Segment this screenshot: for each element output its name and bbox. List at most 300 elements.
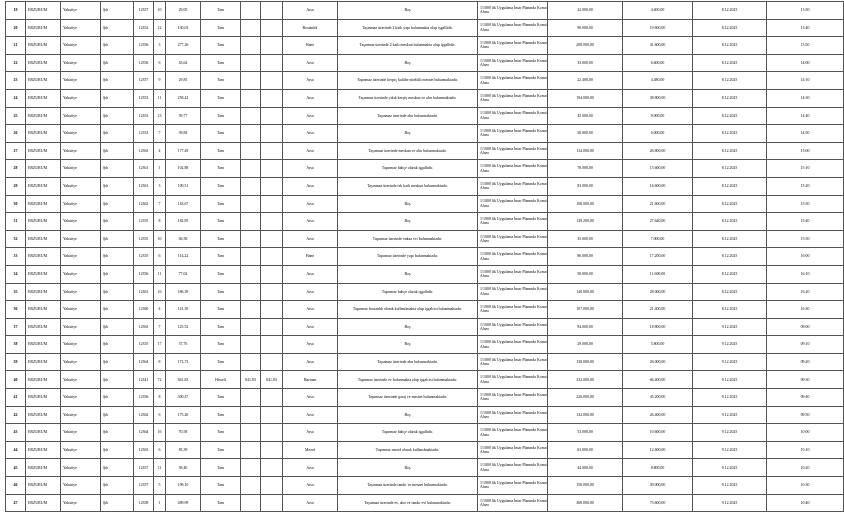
cell-description: Taşınmaz bahçe olarak işgallidir. [338, 424, 478, 442]
cell-date: 8.12.2025 [693, 177, 767, 195]
cell-deposit: 6.600,00 [623, 54, 693, 72]
cell-block: 12355 [134, 213, 154, 231]
cell-district: Yakutiye [61, 230, 101, 248]
cell-block: 12353 [134, 107, 154, 125]
table-row [6, 494, 844, 512]
cell-parcel: 11 [154, 265, 166, 283]
cell-deposit: 21.600,00 [623, 195, 693, 213]
cell-deposit: 26.400,00 [623, 406, 693, 424]
cell-neighborhood: Şıh [101, 230, 134, 248]
table-row [6, 441, 844, 459]
cell-zoning: 1/1000 lik Uygulama İmar Planında Konut Alanı [478, 213, 548, 231]
row-number: 32 [6, 230, 26, 248]
cell-block: 12355 [134, 230, 154, 248]
cell-deposit: 66.400,00 [623, 371, 693, 389]
cell-district: Yakutiye [61, 125, 101, 143]
cell-date: 8.12.2025 [693, 230, 767, 248]
cell-share-2 [261, 142, 283, 160]
cell-time: 10:00 [767, 424, 844, 442]
cell-block: 12357 [134, 72, 154, 90]
row-number: 23 [6, 72, 26, 90]
cell-description: Boş [338, 318, 478, 336]
cell-share-2 [261, 318, 283, 336]
cell-block: 12353 [134, 89, 154, 107]
cell-zoning: 1/1000 lik Uygulama İmar Planında Konut Alanı [478, 406, 548, 424]
cell-block: 12356 [134, 37, 154, 55]
cell-share-2 [261, 195, 283, 213]
cell-province: ERZURUM [26, 371, 61, 389]
row-number: 20 [6, 19, 26, 37]
cell-time: 14:10 [767, 72, 844, 90]
cell-time: 14:30 [767, 89, 844, 107]
cell-neighborhood: Şıh [101, 37, 134, 55]
cell-parcel: 16 [154, 283, 166, 301]
cell-description: Taşınmaz üzerinde garaj ve mesnet bulunmaktadır. [338, 389, 478, 407]
cell-parcel: 3 [154, 177, 166, 195]
cell-share-1 [241, 2, 261, 20]
cell-land-type: Arsa [283, 477, 338, 495]
cell-district: Yakutiye [61, 2, 101, 20]
cell-neighborhood: Şıh [101, 177, 134, 195]
cell-time: 13:40 [767, 19, 844, 37]
cell-zoning: 1/1000 lik Uygulama İmar Planında Konut Alanı [478, 248, 548, 266]
cell-land-type: Bostanlık [283, 19, 338, 37]
cell-description: Taşınmaz bostanlık olarak kullanılmakta olup işgalcisi bulunmaktadır. [338, 301, 478, 319]
cell-share-1 [241, 406, 261, 424]
row-number: 24 [6, 89, 26, 107]
cell-province: ERZURUM [26, 494, 61, 512]
cell-neighborhood: Şıh [101, 477, 134, 495]
cell-block: 12355 [134, 336, 154, 354]
cell-deposit: 8.800,00 [623, 459, 693, 477]
cell-area: 29,85 [166, 72, 201, 90]
cell-date: 9.12.2025 [693, 424, 767, 442]
cell-province: ERZURUM [26, 301, 61, 319]
table-row [6, 160, 844, 178]
cell-area: 489,99 [166, 494, 201, 512]
cell-province: ERZURUM [26, 283, 61, 301]
cell-area: 102,88 [166, 160, 201, 178]
cell-ownership: Tam [201, 142, 241, 160]
cell-parcel: 12 [154, 19, 166, 37]
cell-time: 10:40 [767, 494, 844, 512]
cell-province: ERZURUM [26, 2, 61, 20]
cell-zoning: 1/1000 lik Uygulama İmar Planında Konut Alanı [478, 230, 548, 248]
cell-block: 12361 [134, 177, 154, 195]
cell-description: Taşınmaz üzerinde 2 katlı yapı bulunmakta olup işgallidir. [338, 19, 478, 37]
cell-district: Yakutiye [61, 19, 101, 37]
cell-date: 8.12.2025 [693, 107, 767, 125]
cell-district: Yakutiye [61, 265, 101, 283]
table-row [6, 89, 844, 107]
cell-ownership: Tam [201, 213, 241, 231]
cell-ownership: Tam [201, 19, 241, 37]
cell-description: Boş [338, 2, 478, 20]
cell-zoning: 1/1000 lik Uygulama İmar Planında Konut Alanı [478, 441, 548, 459]
cell-province: ERZURUM [26, 54, 61, 72]
cell-neighborhood: Şıh [101, 406, 134, 424]
cell-date: 8.12.2025 [693, 125, 767, 143]
cell-share-2 [261, 230, 283, 248]
cell-date: 9.12.2025 [693, 441, 767, 459]
cell-description: Boş [338, 213, 478, 231]
cell-share-2 [261, 336, 283, 354]
cell-deposit: 41.600,00 [623, 37, 693, 55]
cell-district: Yakutiye [61, 477, 101, 495]
row-number: 45 [6, 459, 26, 477]
cell-ownership: Tam [201, 54, 241, 72]
cell-block: 12357 [134, 2, 154, 20]
cell-share-1 [241, 477, 261, 495]
cell-parcel: 13 [154, 107, 166, 125]
cell-share-2 [261, 213, 283, 231]
cell-parcel: 4 [154, 142, 166, 160]
cell-price: 45.000,00 [548, 107, 623, 125]
cell-district: Yakutiye [61, 213, 101, 231]
cell-description: Taşınmaz üzerinde ahır bulunmaktadır. [338, 107, 478, 125]
cell-area: 39,84 [166, 125, 201, 143]
cell-price: 368.000,00 [548, 494, 623, 512]
cell-share-1 [241, 107, 261, 125]
row-number: 47 [6, 494, 26, 512]
cell-deposit: 19.600,00 [623, 19, 693, 37]
table-row [6, 37, 844, 55]
cell-share-2 [261, 459, 283, 477]
cell-deposit: 4.480,00 [623, 72, 693, 90]
cell-date: 9.12.2025 [693, 459, 767, 477]
cell-description: Boş [338, 336, 478, 354]
cell-ownership: Tam [201, 406, 241, 424]
cell-date: 9.12.2025 [693, 406, 767, 424]
cell-ownership: Tam [201, 37, 241, 55]
cell-block: 12355 [134, 248, 154, 266]
cell-share-2 [261, 89, 283, 107]
cell-area: 186,39 [166, 283, 201, 301]
cell-description: Boş [338, 125, 478, 143]
cell-ownership: Tam [201, 265, 241, 283]
cell-block: 12352 [134, 19, 154, 37]
cell-price: 150.000,00 [548, 477, 623, 495]
cell-neighborhood: Şıh [101, 371, 134, 389]
cell-price: 86.000,00 [548, 248, 623, 266]
cell-neighborhood: Şıh [101, 353, 134, 371]
table-row [6, 177, 844, 195]
cell-deposit: 12.600,00 [623, 441, 693, 459]
cell-price: 83.000,00 [548, 177, 623, 195]
cell-zoning: 1/1000 lik Uygulama İmar Planında Konut Alanı [478, 160, 548, 178]
cell-zoning: 1/1000 lik Uygulama İmar Planında Konut Alanı [478, 107, 548, 125]
cell-date: 8.12.2025 [693, 19, 767, 37]
cell-price: 44.000,00 [548, 459, 623, 477]
cell-area: 300,47 [166, 389, 201, 407]
cell-price: 138.200,00 [548, 213, 623, 231]
cell-district: Yakutiye [61, 54, 101, 72]
cell-zoning: 1/1000 lik Uygulama İmar Planında Konut Alanı [478, 195, 548, 213]
table-row [6, 142, 844, 160]
cell-neighborhood: Şıh [101, 160, 134, 178]
cell-price: 332.000,00 [548, 371, 623, 389]
cell-parcel: 3 [154, 37, 166, 55]
cell-date: 8.12.2025 [693, 160, 767, 178]
cell-share-1 [241, 177, 261, 195]
cell-parcel: 10 [154, 230, 166, 248]
row-number: 26 [6, 125, 26, 143]
cell-neighborhood: Şıh [101, 248, 134, 266]
cell-description: Taşınmaz üzerinde yapı bulunmaktadır. [338, 248, 478, 266]
cell-land-type: Arsa [283, 54, 338, 72]
cell-land-type: Arsa [283, 424, 338, 442]
cell-description: Taşınmaz bahçe olarak işgallidir. [338, 283, 478, 301]
cell-zoning: 1/1000 lik Uygulama İmar Planında Konut Alanı [478, 19, 548, 37]
cell-price: 22.400,00 [548, 72, 623, 90]
cell-area: 70,58 [166, 424, 201, 442]
cell-time: 15:40 [767, 213, 844, 231]
cell-land-type: Arsa [283, 318, 338, 336]
cell-area: 29,05 [166, 2, 201, 20]
cell-price: 33.000,00 [548, 54, 623, 72]
cell-land-type: Arsa [283, 265, 338, 283]
table-row [6, 54, 844, 72]
cell-deposit: 6.000,00 [623, 125, 693, 143]
cell-time: 09:10 [767, 336, 844, 354]
cell-province: ERZURUM [26, 265, 61, 283]
cell-time: 13:50 [767, 2, 844, 20]
cell-date: 8.12.2025 [693, 89, 767, 107]
row-number: 21 [6, 37, 26, 55]
cell-district: Yakutiye [61, 389, 101, 407]
cell-ownership: Tam [201, 283, 241, 301]
cell-deposit: 26.800,00 [623, 142, 693, 160]
cell-price: 108.000,00 [548, 195, 623, 213]
cell-description: Taşınmaz üzerinde meskun ve ahır bulunmaktadır. [338, 142, 478, 160]
table-row [6, 195, 844, 213]
cell-neighborhood: Şıh [101, 459, 134, 477]
cell-zoning: 1/1000 lik Uygulama İmar Planında Konut Alanı [478, 459, 548, 477]
cell-description: Taşınmaz üzerinde ev, ahır ve tandır evi bulunmaktadır. [338, 494, 478, 512]
cell-area: 172,72 [166, 353, 201, 371]
table-row [6, 406, 844, 424]
cell-share-1 [241, 265, 261, 283]
row-number: 27 [6, 142, 26, 160]
cell-zoning: 1/1000 lik Uygulama İmar Planında Konut Alanı [478, 177, 548, 195]
cell-parcel: 7 [154, 195, 166, 213]
cell-time: 14:50 [767, 125, 844, 143]
cell-zoning: 1/1000 lik Uygulama İmar Planında Konut Alanı [478, 301, 548, 319]
cell-parcel: 4 [154, 301, 166, 319]
cell-province: ERZURUM [26, 125, 61, 143]
cell-parcel: 10 [154, 2, 166, 20]
cell-area: 841,83 [166, 371, 201, 389]
row-number: 43 [6, 424, 26, 442]
row-number: 38 [6, 336, 26, 354]
cell-area: 114,22 [166, 248, 201, 266]
cell-time: 15:20 [767, 177, 844, 195]
row-number: 39 [6, 353, 26, 371]
cell-ownership: Tam [201, 459, 241, 477]
cell-land-type: Arsa [283, 389, 338, 407]
cell-ownership: Tam [201, 177, 241, 195]
cell-ownership: Tam [201, 195, 241, 213]
cell-share-1 [241, 37, 261, 55]
table-row [6, 19, 844, 37]
cell-description: Boş [338, 406, 478, 424]
cell-district: Yakutiye [61, 301, 101, 319]
cell-zoning: 1/1000 lik Uygulama İmar Planında Konut Alanı [478, 54, 548, 72]
cell-neighborhood: Şıh [101, 2, 134, 20]
cell-land-type: Hane [283, 37, 338, 55]
cell-zoning: 1/1000 lik Uygulama İmar Planında Konut Alanı [478, 318, 548, 336]
cell-neighborhood: Şıh [101, 19, 134, 37]
cell-deposit: 15.600,00 [623, 160, 693, 178]
cell-district: Yakutiye [61, 89, 101, 107]
cell-land-type: Hane [283, 248, 338, 266]
cell-price: 140.000,00 [548, 283, 623, 301]
table-row [6, 248, 844, 266]
cell-land-type: Arsa [283, 283, 338, 301]
cell-description: Taşınmaz mezrâ olarak kullanılmaktadır. [338, 441, 478, 459]
cell-share-2 [261, 248, 283, 266]
cell-time: 10:20 [767, 459, 844, 477]
cell-block: 12358 [134, 494, 154, 512]
cell-neighborhood: Şıh [101, 72, 134, 90]
cell-price: 35.000,00 [548, 230, 623, 248]
cell-ownership: Tam [201, 2, 241, 20]
cell-description: Taşınmaz üzerinde tek katlı meskun bulunmaktadır. [338, 177, 478, 195]
cell-district: Yakutiye [61, 318, 101, 336]
row-number: 44 [6, 441, 26, 459]
table-row [6, 213, 844, 231]
cell-price: 22.000,00 [548, 2, 623, 20]
cell-neighborhood: Şıh [101, 389, 134, 407]
cell-date: 8.12.2025 [693, 248, 767, 266]
cell-land-type: Harman [283, 371, 338, 389]
cell-land-type: Arsa [283, 125, 338, 143]
cell-price: 107.000,00 [548, 301, 623, 319]
cell-neighborhood: Şıh [101, 441, 134, 459]
cell-price: 29.000,00 [548, 336, 623, 354]
table-row [6, 459, 844, 477]
cell-province: ERZURUM [26, 195, 61, 213]
cell-area: 83,39 [166, 441, 201, 459]
cell-land-type: Arsa [283, 89, 338, 107]
cell-time: 16:20 [767, 283, 844, 301]
cell-zoning: 1/1000 lik Uygulama İmar Planında Konut Alanı [478, 283, 548, 301]
cell-land-type: Arsa [283, 213, 338, 231]
cell-area: 141,39 [166, 301, 201, 319]
cell-ownership: Tam [201, 336, 241, 354]
cell-price: 30.000,00 [548, 125, 623, 143]
cell-district: Yakutiye [61, 494, 101, 512]
cell-share-1 [241, 142, 261, 160]
cell-area: 109,51 [166, 177, 201, 195]
cell-neighborhood: Şıh [101, 301, 134, 319]
row-number: 36 [6, 301, 26, 319]
cell-province: ERZURUM [26, 336, 61, 354]
cell-date: 8.12.2025 [693, 301, 767, 319]
cell-deposit: 17.200,00 [623, 248, 693, 266]
cell-date: 8.12.2025 [693, 2, 767, 20]
cell-block: 12361 [134, 283, 154, 301]
cell-area: 199,10 [166, 477, 201, 495]
cell-share-1 [241, 459, 261, 477]
cell-area: 175,26 [166, 406, 201, 424]
cell-district: Yakutiye [61, 353, 101, 371]
cell-area: 59,77 [166, 107, 201, 125]
cell-area: 277,26 [166, 37, 201, 55]
cell-date: 9.12.2025 [693, 353, 767, 371]
cell-date: 9.12.2025 [693, 494, 767, 512]
cell-deposit: 9.000,00 [623, 107, 693, 125]
cell-price: 194.000,00 [548, 89, 623, 107]
cell-zoning: 1/1000 lik Uygulama İmar Planında Konut Alanı [478, 142, 548, 160]
cell-date: 9.12.2025 [693, 318, 767, 336]
cell-parcel: 8 [154, 213, 166, 231]
cell-ownership: Tam [201, 125, 241, 143]
cell-share-2 [261, 301, 283, 319]
cell-neighborhood: Şıh [101, 107, 134, 125]
cell-district: Yakutiye [61, 248, 101, 266]
cell-block: 12364 [134, 353, 154, 371]
cell-share-1 [241, 19, 261, 37]
cell-block: 12356 [134, 54, 154, 72]
cell-deposit: 28.000,00 [623, 283, 693, 301]
cell-share-1 [241, 125, 261, 143]
cell-province: ERZURUM [26, 441, 61, 459]
cell-time: 16:10 [767, 265, 844, 283]
cell-description: Taşınmaz üzerinde 2 katlı meskun bulunmakta olup işgallidir. [338, 37, 478, 55]
cell-date: 8.12.2025 [693, 265, 767, 283]
cell-price: 78.000,00 [548, 160, 623, 178]
row-number: 35 [6, 283, 26, 301]
cell-block: 12362 [134, 195, 154, 213]
cell-district: Yakutiye [61, 37, 101, 55]
cell-block: 12364 [134, 424, 154, 442]
table-row [6, 424, 844, 442]
cell-deposit: 38.800,00 [623, 89, 693, 107]
cell-ownership: Tam [201, 318, 241, 336]
cell-share-2 [261, 54, 283, 72]
cell-share-2 [261, 283, 283, 301]
table-row [6, 125, 844, 143]
cell-description: Boş [338, 459, 478, 477]
table-row [6, 230, 844, 248]
cell-ownership: Tam [201, 301, 241, 319]
table-row [6, 318, 844, 336]
cell-share-2 [261, 441, 283, 459]
cell-district: Yakutiye [61, 195, 101, 213]
cell-deposit: 21.400,00 [623, 301, 693, 319]
row-number: 42 [6, 406, 26, 424]
cell-block: 12357 [134, 477, 154, 495]
cell-date: 9.12.2025 [693, 477, 767, 495]
cell-time: 14:40 [767, 107, 844, 125]
cell-province: ERZURUM [26, 160, 61, 178]
cell-time: 10:30 [767, 477, 844, 495]
cell-parcel: 9 [154, 72, 166, 90]
row-number: 30 [6, 195, 26, 213]
cell-land-type: Arsa [283, 494, 338, 512]
cell-zoning: 1/1000 lik Uygulama İmar Planında Konut Alanı [478, 371, 548, 389]
cell-share-2: 841,83 [261, 371, 283, 389]
cell-district: Yakutiye [61, 107, 101, 125]
cell-price: 226.000,00 [548, 389, 623, 407]
cell-neighborhood: Şıh [101, 336, 134, 354]
cell-ownership: Tam [201, 89, 241, 107]
cell-ownership: Tam [201, 230, 241, 248]
cell-share-1 [241, 72, 261, 90]
cell-area: 46,58 [166, 230, 201, 248]
cell-land-type: Mezrâ [283, 441, 338, 459]
